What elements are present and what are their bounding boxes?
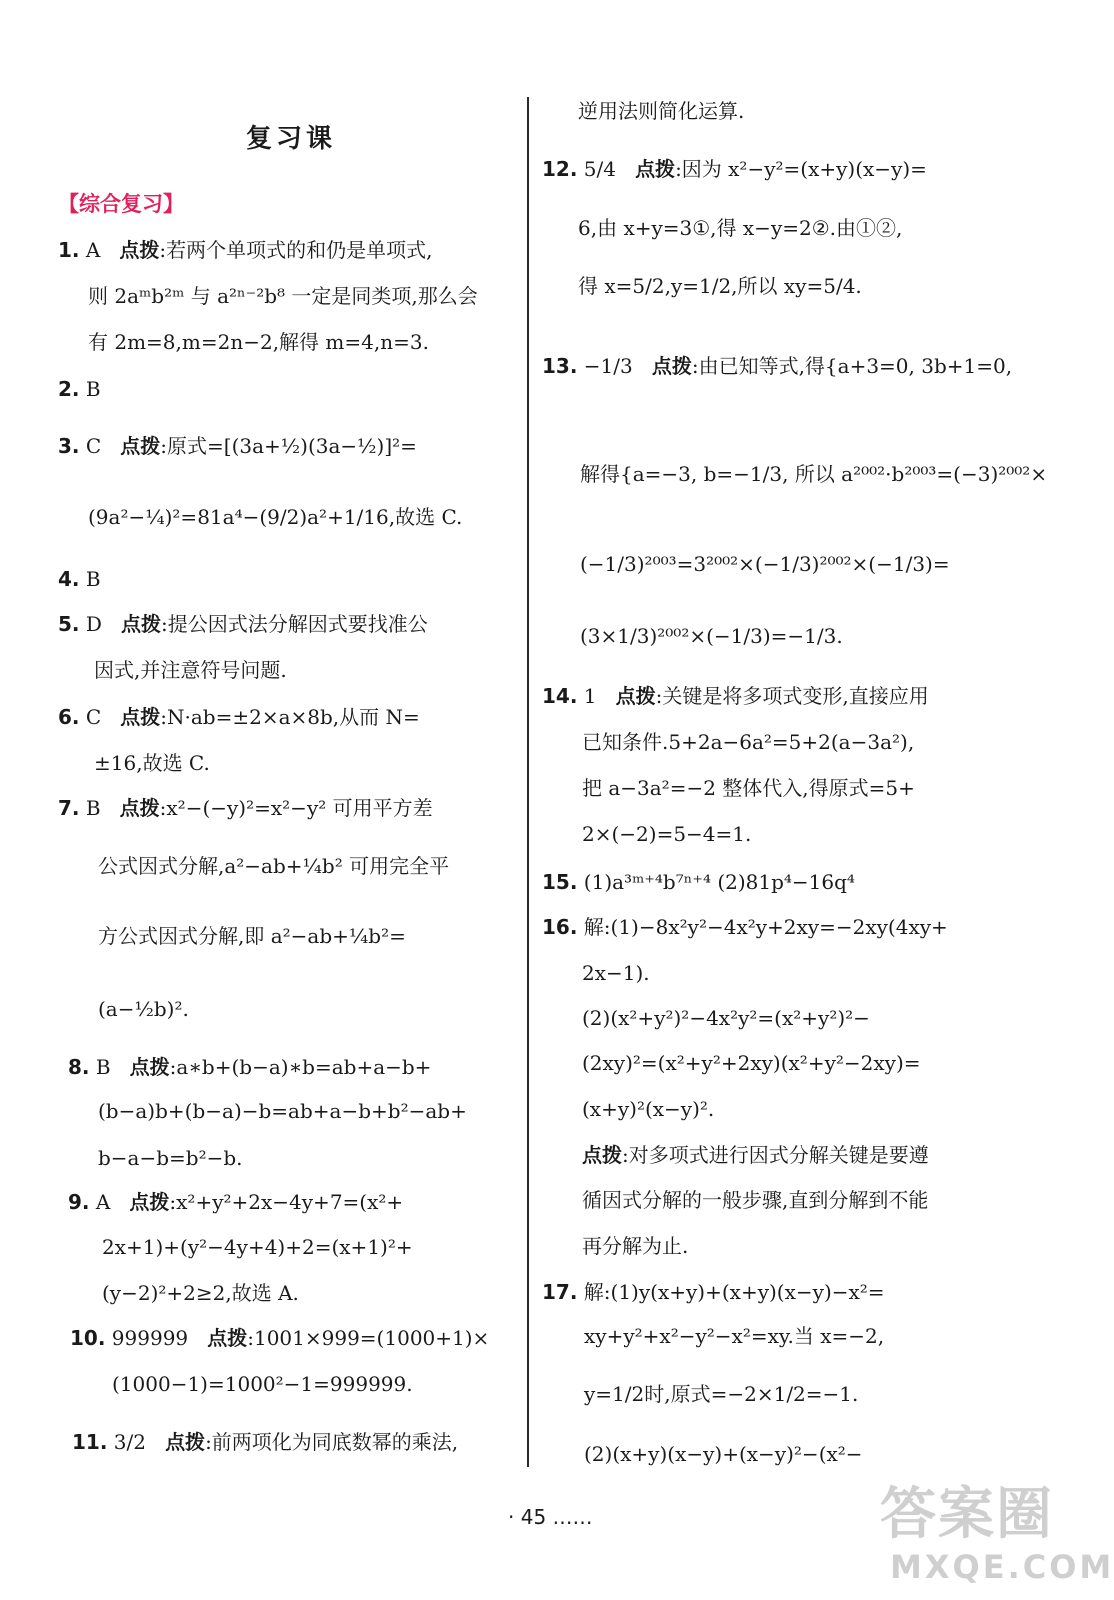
hint-label: 点拨	[651, 354, 692, 378]
hint-label: 点拨	[635, 157, 676, 181]
right-line-18	[582, 1141, 929, 1169]
left-line-22: (1000−1)=1000²−1=999999.	[112, 1372, 413, 1396]
right-line-4	[542, 352, 1012, 380]
watermark	[870, 1470, 1114, 1590]
left-line-12: 公式因式分解,a²−ab+¼b² 可用完全平	[98, 854, 450, 878]
hint-label: 点拨	[582, 1143, 622, 1167]
hint-text: :提公因式法分解因式要找准公	[161, 612, 428, 636]
answer: B	[95, 1055, 111, 1079]
right-line-5: 解得{a=−3, b=−1/3, 所以 a²⁰⁰²·b²⁰⁰³=(−3)²⁰⁰²×	[580, 462, 1048, 486]
answer: 999999	[111, 1326, 189, 1350]
hint-text: :N·ab=±2×a×8b,从而 N=	[160, 705, 420, 729]
answer: B	[85, 377, 101, 401]
hint-label: 点拨	[207, 1326, 248, 1350]
answer: −1/3	[583, 354, 633, 378]
question-number: 13.	[542, 354, 578, 378]
question-number: 1.	[58, 238, 80, 262]
hint-text: :原式=[(3a+½)(3a−½)]²=	[160, 434, 417, 458]
answer: 5/4	[583, 157, 616, 181]
right-line-8	[542, 682, 929, 710]
hint-text: :前两项化为同底数幂的乘法,	[205, 1430, 459, 1454]
right-line-12	[542, 868, 855, 896]
right-line-13	[542, 913, 948, 941]
left-line-2: 有 2m=8,m=2n−2,解得 m=4,n=3.	[88, 330, 429, 354]
hint-text: :a∗b+(b−a)∗b=ab+a−b+	[169, 1055, 432, 1079]
right-line-15: (2)(x²+y²)²−4x²y²=(x²+y²)²−	[582, 1006, 870, 1030]
left-line-4	[58, 432, 417, 460]
question-number: 11.	[72, 1430, 108, 1454]
right-line-20: 再分解为止.	[582, 1234, 689, 1258]
left-line-16: (b−a)b+(b−a)−b=ab+a−b+b²−ab+	[98, 1099, 467, 1123]
question-number: 14.	[542, 684, 578, 708]
hint-label: 点拨	[120, 434, 161, 458]
answer-text: 解:(1)−8x²y²−4x²y+2xy=−2xy(4xy+	[583, 915, 948, 939]
right-line-23: y=1/2时,原式=−2×1/2=−1.	[584, 1382, 859, 1406]
left-line-9	[58, 703, 420, 731]
question-number: 5.	[58, 612, 80, 636]
right-line-24: (2)(x+y)(x−y)+(x−y)²−(x²−	[584, 1442, 863, 1466]
left-line-15	[68, 1053, 431, 1081]
left-line-21	[70, 1324, 489, 1352]
answer: A	[95, 1190, 111, 1214]
answer: A	[85, 238, 101, 262]
hint-text: :对多项式进行因式分解关键是要遵	[622, 1143, 929, 1167]
right-line-9: 已知条件.5+2a−6a²=5+2(a−3a²),	[582, 730, 915, 754]
right-line-6: (−1/3)²⁰⁰³=3²⁰⁰²×(−1/3)²⁰⁰²×(−1/3)=	[580, 552, 950, 576]
question-number: 9.	[68, 1190, 90, 1214]
hint-text: :1001×999=(1000+1)×	[247, 1326, 490, 1350]
right-line-3: 得 x=5/2,y=1/2,所以 xy=5/4.	[578, 274, 862, 298]
page-title: 复习课	[246, 124, 337, 154]
answer: C	[85, 434, 102, 458]
left-line-3	[58, 375, 101, 403]
left-line-1: 则 2aᵐb²ᵐ 与 a²ⁿ⁻²b⁸ 一定是同类项,那么会	[88, 284, 478, 308]
left-line-20: (y−2)²+2≥2,故选 A.	[102, 1281, 299, 1305]
question-number: 10.	[70, 1326, 106, 1350]
watermark-url: MXQE.COM	[890, 1548, 1114, 1586]
answer-text: 解:(1)y(x+y)+(x+y)(x−y)−x²=	[583, 1280, 885, 1304]
hint-label: 点拨	[120, 705, 161, 729]
question-number: 8.	[68, 1055, 90, 1079]
hint-text: :因为 x²−y²=(x+y)(x−y)=	[675, 157, 927, 181]
question-number: 6.	[58, 705, 80, 729]
column-divider	[527, 97, 529, 1467]
left-line-0	[58, 236, 433, 264]
right-line-11: 2×(−2)=5−4=1.	[582, 822, 752, 846]
left-line-11	[58, 794, 433, 822]
right-line-14: 2x−1).	[582, 961, 650, 985]
hint-text: :若两个单项式的和仍是单项式,	[159, 238, 433, 262]
answer: 1	[583, 684, 597, 708]
question-number: 16.	[542, 915, 578, 939]
question-number: 3.	[58, 434, 80, 458]
hint-label: 点拨	[119, 796, 160, 820]
left-line-17: b−a−b=b²−b.	[98, 1146, 243, 1170]
right-line-16: (2xy)²=(x²+y²+2xy)(x²+y²−2xy)=	[582, 1051, 921, 1075]
answer: D	[85, 612, 102, 636]
hint-label: 点拨	[119, 238, 160, 262]
right-line-17: (x+y)²(x−y)².	[582, 1097, 715, 1121]
hint-label: 点拨	[121, 612, 161, 636]
right-line-10: 把 a−3a²=−2 整体代入,得原式=5+	[582, 776, 915, 800]
hint-label: 点拨	[129, 1190, 170, 1214]
answer-text: (1)a³ᵐ⁺⁴b⁷ⁿ⁺⁴ (2)81p⁴−16q⁴	[583, 870, 855, 894]
hint-label: 点拨	[165, 1430, 206, 1454]
left-line-8: 因式,并注意符号问题.	[94, 658, 287, 682]
question-number: 7.	[58, 796, 80, 820]
hint-label: 点拨	[615, 684, 656, 708]
left-line-14: (a−½b)².	[98, 997, 189, 1021]
question-number: 12.	[542, 157, 578, 181]
page-number: · 45 ……	[508, 1505, 593, 1529]
right-line-7: (3×1/3)²⁰⁰²×(−1/3)=−1/3.	[580, 624, 843, 648]
watermark-logo-text: 答案圈	[880, 1482, 1054, 1547]
right-line-22: xy+y²+x²−y²−x²=xy.当 x=−2,	[584, 1324, 885, 1348]
left-line-7	[58, 610, 428, 638]
right-line-19: 循因式分解的一般步骤,直到分解到不能	[582, 1188, 929, 1212]
left-line-5: (9a²−¼)²=81a⁴−(9/2)a²+1/16,故选 C.	[88, 505, 463, 529]
question-number: 15.	[542, 870, 578, 894]
hint-label: 点拨	[129, 1055, 170, 1079]
hint-text: :x²−(−y)²=x²−y² 可用平方差	[159, 796, 433, 820]
question-number: 2.	[58, 377, 80, 401]
answer: B	[85, 567, 101, 591]
answer: C	[85, 705, 102, 729]
hint-text: :关键是将多项式变形,直接应用	[655, 684, 929, 708]
right-line-1	[542, 155, 927, 183]
section-heading: 【综合复习】	[58, 192, 184, 216]
hint-text: :x²+y²+2x−4y+7=(x²+	[169, 1190, 404, 1214]
left-line-23	[72, 1428, 458, 1456]
right-line-2: 6,由 x+y=3①,得 x−y=2②.由①②,	[578, 216, 903, 240]
left-line-13: 方公式因式分解,即 a²−ab+¼b²=	[98, 924, 406, 948]
answer: B	[85, 796, 101, 820]
left-line-18	[68, 1188, 403, 1216]
question-number: 17.	[542, 1280, 578, 1304]
left-line-10: ±16,故选 C.	[94, 751, 210, 775]
hint-text: :由已知等式,得{a+3=0, 3b+1=0,	[691, 354, 1013, 378]
left-line-19: 2x+1)+(y²−4y+4)+2=(x+1)²+	[102, 1235, 413, 1259]
left-line-6	[58, 565, 101, 593]
right-line-0: 逆用法则简化运算.	[578, 99, 745, 123]
answer: 3/2	[113, 1430, 146, 1454]
right-line-21	[542, 1278, 885, 1306]
question-number: 4.	[58, 567, 80, 591]
